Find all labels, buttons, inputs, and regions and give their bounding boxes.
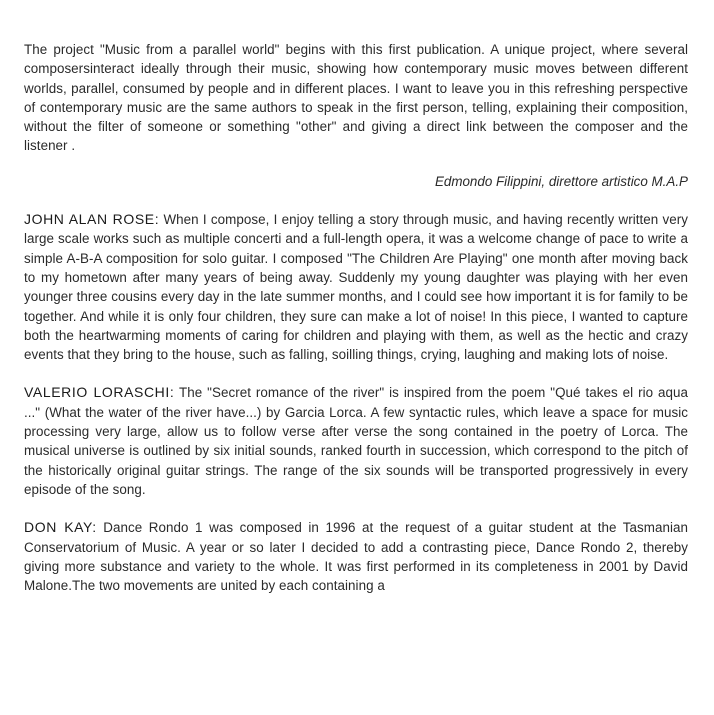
composer-paragraph [24,210,688,364]
composer-name: JOHN ALAN ROSE: [24,211,160,228]
composer-section-don-kay [24,518,688,595]
composer-text: Dance Rondo 1 was composed in 1996 at the request of a guitar student at the Tasmanian Conservatorium of Music. A year or so later I decided to add a contrasting piece, Dance Rondo 2, thereby giving more substance and variety to the whole. It was first performed in its completeness in 2001 by David Malone.The two movements are united by each containing a [24,520,688,594]
composer-section-valerio-loraschi [24,383,688,499]
composer-section-john-alan-rose [24,210,688,364]
composer-paragraph [24,518,688,595]
composer-text: When I compose, I enjoy telling a story through music, and having recently written very large scale works such as multiple concerti and a full-length opera, it was a welcome change of pace to write a simple A-B-A composition for solo guitar. I composed "The Children Are Playing" one month after moving back to my hometown after many years of being away. Suddenly my young daughter was playing with her even younger three cousins every day in the late summer months, and I could see how important it is for family to be together. And while it is only four children, they sure can make a lot of noise! In this piece, I wanted to capture both the heartwarming moments of caring for children and playing with them, as well as the hectic and crazy events that they bring to the house, such as falling, soilling things, crying, laughing and making lots of noise. [24,212,689,363]
intro-signature: Edmondo Filippini, direttore artistico M.A.P [434,173,688,189]
intro-paragraph: The project "Music from a parallel world" begins with this first publication. A unique project, where several composersinteract ideally through their music, showing how contemporary music moves between different worlds, parallel, consumed by people and in different places. I want to leave you in this refreshing perspective of contemporary music are the same authors to speak in the first person, telling, explaining their composition, without the filter of someone or something "other" and giving a direct link between the composer and the listener . [24,42,688,154]
composer-name: VALERIO LORASCHI: [24,384,175,401]
document-page [24,40,688,595]
composer-text: The "Secret romance of the river" is inspired from the poem "Qué takes el rio aqua ..." (What the water of the river have...) by Garcia Lorca. A few syntactic rules, which leave a space for music processing very large, allow us to follow verse after verse the song contained in the poetry of Lorca. The musical universe is outlined by six initial sounds, ranked fourth in succession, which correspond to the pitch of the historically original guitar strings. The range of the six sounds will be transported progressively in every episode of the song. [24,385,689,497]
composer-paragraph [24,383,688,499]
composer-name: DON KAY: [24,519,97,536]
